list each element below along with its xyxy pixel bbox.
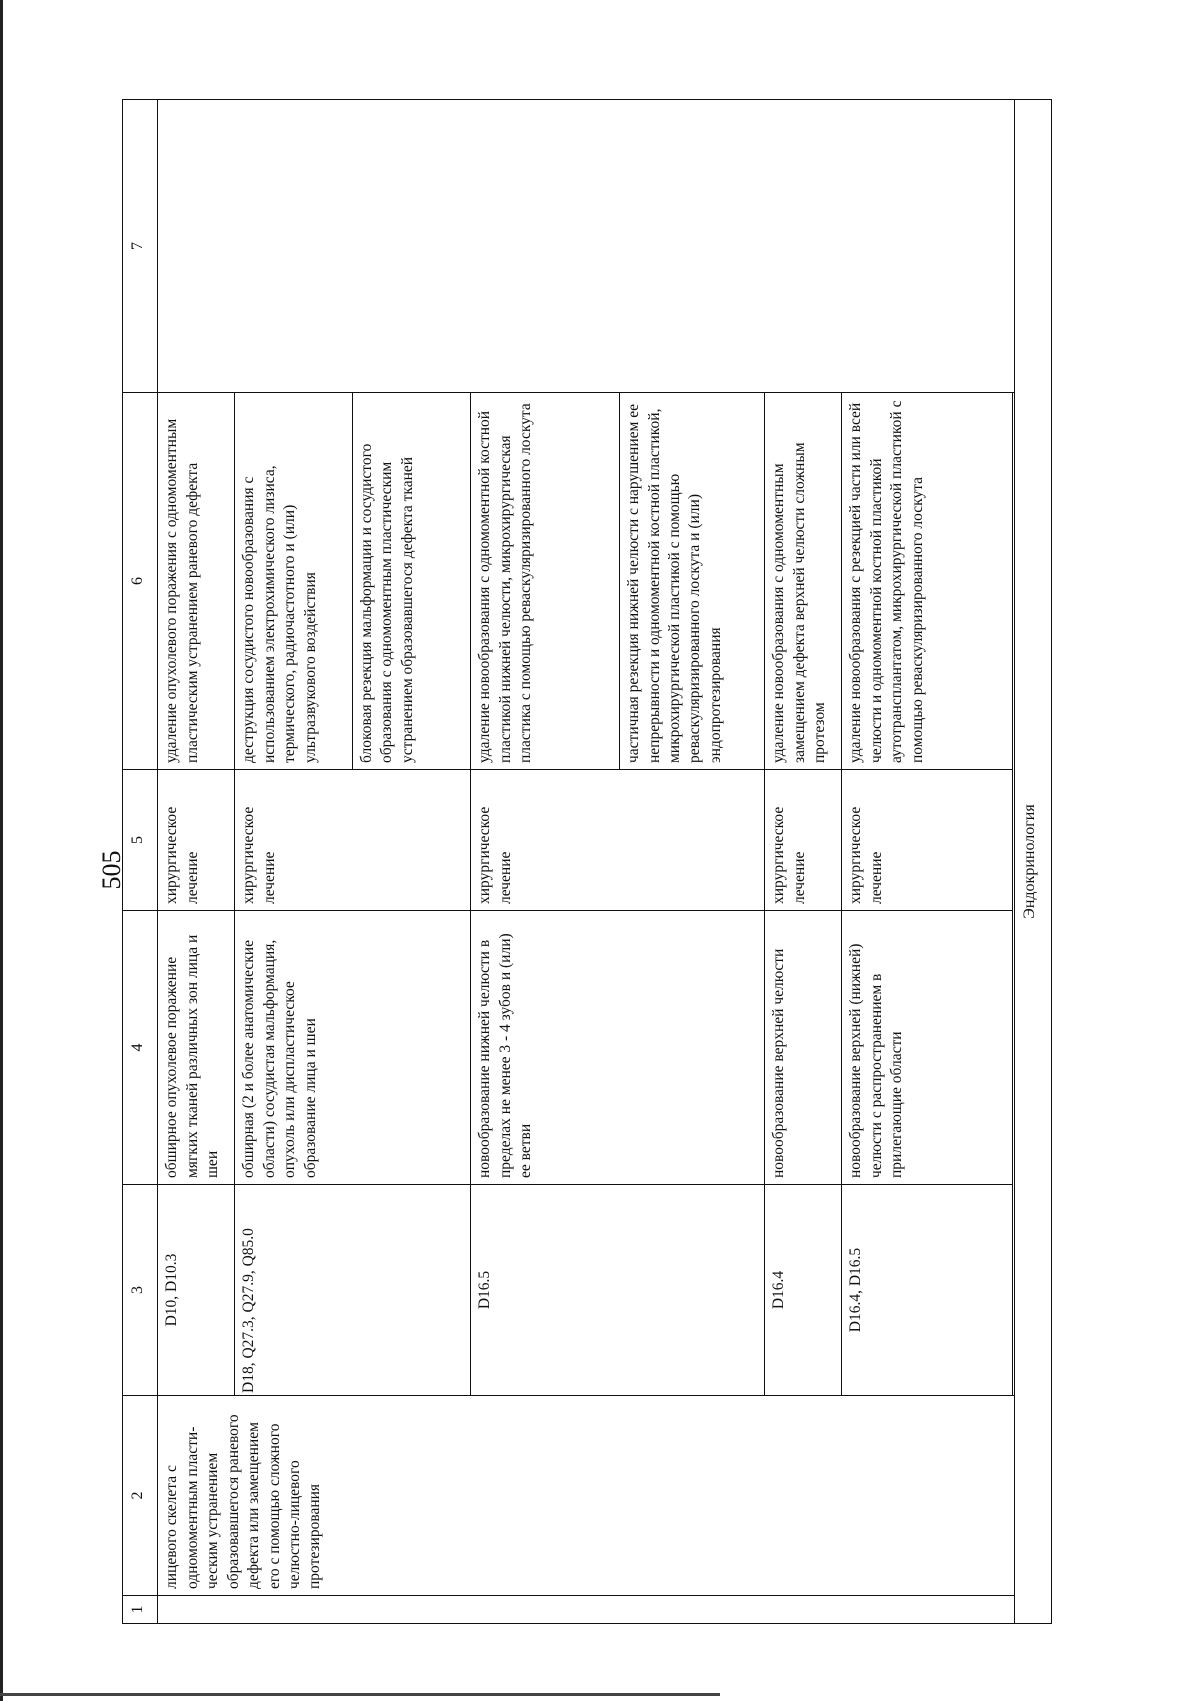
- diagnosis-code-cell: D16.4, D16.5: [842, 1185, 1013, 1396]
- treatment-type-cell: хирургическое лечение: [765, 770, 842, 911]
- treatment-method-cell: блоковая резекция мальформации и сосудистого образования с одномоментным пластическим устранением образовавшегося дефекта тканей: [352, 393, 471, 770]
- header-cell-7: 7: [123, 100, 158, 393]
- header-cell-1: 1: [123, 1596, 158, 1624]
- empty-column-7: [158, 100, 1014, 393]
- treatment-method-cell: удаление новообразования с одномоментным замещением дефекта верхней челюсти сложным протезом: [765, 393, 842, 770]
- patient-model-cell: новообразование нижней челюсти в пределах не менее 3 - 4 зубов и (или) ее ветви: [471, 911, 765, 1185]
- header-cell-6: 6: [123, 393, 158, 770]
- treatment-method-cell: удаление опухолевого поражения с одномоментным пластическим устранением раневого дефекта: [158, 393, 235, 770]
- rotated-table-container: [122, 100, 1052, 1624]
- treatment-type-cell: хирургическое лечение: [471, 770, 765, 911]
- header-cell-5: 5: [123, 770, 158, 911]
- treatment-method-cell: удаление новообразования с резекцией части или всей челюсти и одномоментной костной пластикой аутотрансплантатом, микрохирургической пластикой с помощью реваскуляризированного лоскута: [842, 393, 1013, 770]
- treatment-type-cell: хирургическое лечение: [158, 770, 235, 911]
- section-title-endocrinology: Эндокринология: [1014, 100, 1051, 1624]
- treatment-type-cell: хирургическое лечение: [235, 770, 471, 911]
- patient-model-cell: новообразование верхней (нижней) челюсти с распространением в прилегающие области: [842, 911, 1013, 1185]
- header-cell-3: 3: [123, 1185, 158, 1396]
- scan-left-edge: [0, 0, 3, 1701]
- diagnosis-code-cell: D16.5: [471, 1185, 765, 1396]
- diagnosis-code-cell: D18, Q27.3, Q27.9, Q85.0: [235, 1185, 471, 1396]
- group-name-cell: лицевого скелета с одномоментным пласти-ческим устранением образовавшегося раневого дефекта или замещением его с помощью сложного челюстно-лицевого протезирования: [158, 1396, 1014, 1596]
- treatment-method-cell: удаление новообразования с одномоментной костной пластикой нижней челюсти, микрохирургическая пластика с помощью реваскуляризированного лоскута: [471, 393, 620, 770]
- procedures-table: [122, 99, 1052, 1624]
- diagnosis-code-cell: D10, D10.3: [158, 1185, 235, 1396]
- diagnosis-code-cell: D16.4: [765, 1185, 842, 1396]
- treatment-method-cell: частичная резекция нижней челюсти с нарушением ее непрерывности и одномоментной костной пластикой, микрохирургической пластикой с помощью реваскуляризированного лоскута и (или) эндопротезирования: [620, 393, 765, 770]
- patient-model-cell: обширная (2 и более анатомические области) сосудистая мальформация, опухоль или диспластическое образование лица и шеи: [235, 911, 471, 1185]
- patient-model-cell: обширное опухолевое поражение мягких тканей различных зон лица и шеи: [158, 911, 235, 1185]
- header-cell-2: 2: [123, 1396, 158, 1596]
- treatment-method-cell: деструкция сосудистого новообразования с использованием электрохимического лизиса, термического, радиочастотного и (или) ультразвукового воздействия: [235, 393, 353, 770]
- treatment-type-cell: хирургическое лечение: [842, 770, 1013, 911]
- section-row: [1014, 100, 1051, 1624]
- header-cell-4: 4: [123, 911, 158, 1185]
- scan-bottom-edge: [0, 1693, 720, 1696]
- number-cell: [158, 1596, 1014, 1624]
- page-number: 505: [97, 850, 126, 890]
- table-row: [158, 100, 235, 1624]
- patient-model-cell: новообразование верхней челюсти: [765, 911, 842, 1185]
- header-row: [123, 100, 158, 1624]
